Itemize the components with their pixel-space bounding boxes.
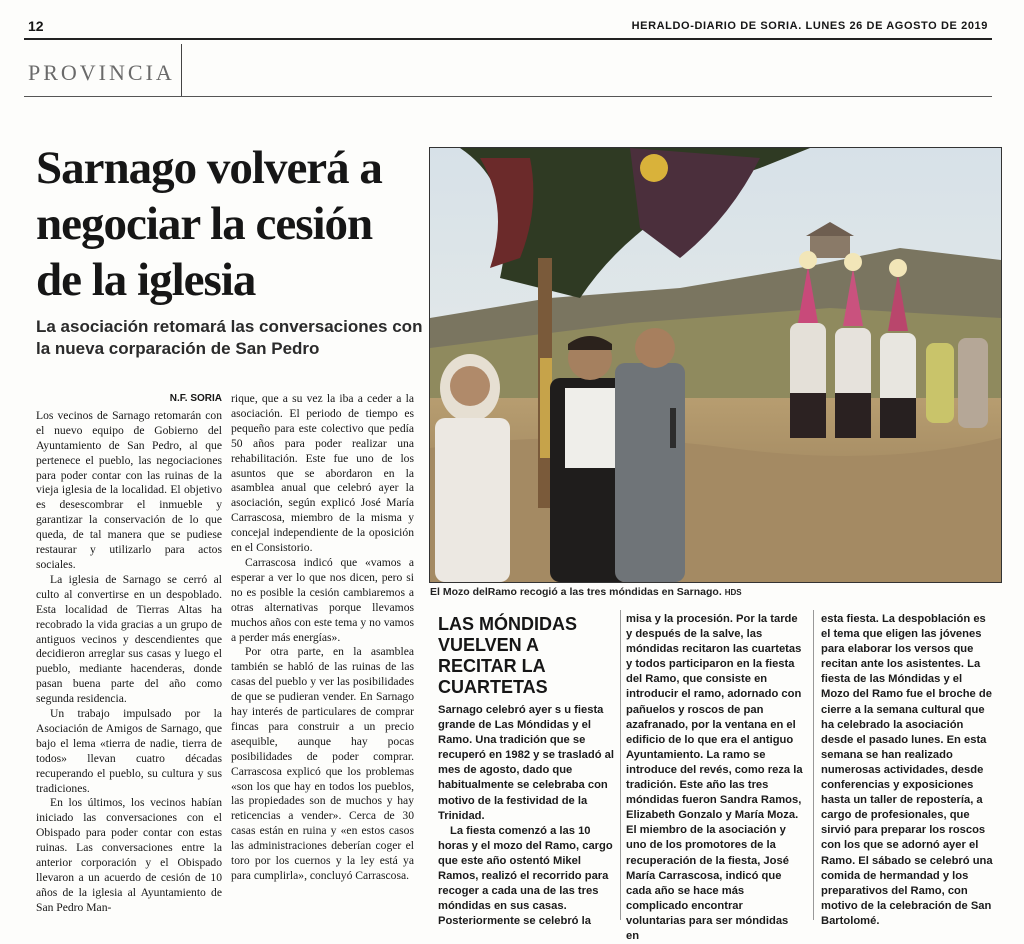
article-column-2 (231, 392, 414, 884)
byline: N.F. SORIA (169, 393, 222, 404)
paragraph: Carrascosa indicó que «vamos a esperar a ver lo que nos dicen, pero si no es posible la cesión cambiaremos a otras alternativas porque llevamos muchos años con este tema y no vamos a perder más energías». (231, 555, 414, 644)
paragraph: Por otra parte, en la asamblea también se habló de las ruinas de las casas del pueblo y ver las posibilidades de que se pudieran vender. En Sarnago hay interés de particulares de comprar fincas para construir a un precio asequible, aunque hay pocas posibilidades de poder comprar. Carrascosa explicó que los problemas «son los que hay en todos los pueblos, las propiedades son de muchos y hay reticencias a vender». Cerca de 30 casas están en ruina y «en estos casos las administraciones deberían coger el toro por los cuernos y la ley está ya para cumplirla», concluyó Carrascosa. (231, 645, 414, 882)
paragraph: La fiesta comenzó a las 10 horas y el mozo del Ramo, cargo que este año ostentó Mikel Ramos, realizó el recorrido para recoger a cada una de las tres móndidas en sus casas. Posteriormente se celebró la (438, 824, 613, 928)
photo-caption (430, 586, 1000, 598)
paragraph: Un trabajo impulsado por la Asociación de Amigos de Sarnago, que bajo el lema «tierra de nadie, tierra de todos» llevan cuatro décadas recuperando el pueblo, su cultura y sus tradiciones. (36, 707, 222, 795)
column-divider (620, 610, 621, 920)
headline: Sarnago volverá a negociar la cesión de la iglesia (36, 142, 382, 306)
sidebar-headline: LAS MÓNDIDAS VUELVEN A RECITAR LA CUARTETAS (438, 614, 577, 697)
section-label: PROVINCIA (28, 60, 175, 85)
paragraph: misa y la procesión. Por la tarde y después de la salve, las móndidas recitaron las cuartetas y todos participaron en la fiesta del Ramo, que consiste en introducir el ramo, adornado con pañuelos y roscos de pan azafranado, por la ventana en el edificio de lo que era el antiguo Ayuntamiento. La ramo se introduce del revés, como reza la tradición. Este año las tres móndidas fueron Sandra Ramos, Elizabeth Gonzalo y María Moza. El miembro de la asociación y uno de los promotores de la recuperación de la fiesta, José María Carrascosa, indicó que cada año se hace más complicado encontrar voluntarias para ser móndidas en (626, 613, 803, 942)
paragraph: rique, que a su vez la iba a ceder a la asociación. El periodo de tiempo es pequeño para este colectivo que pedía 50 años para poder realizar una rehabilitación. Este fue uno de los asuntos que se abordaron en la asamblea anual que celebró ayer la asociación, según explicó José María Carrascosa, miembro de la misma y concejal independiente de la oposición en el Consistorio. (231, 392, 414, 555)
paragraph: La iglesia de Sarnago se cerró al culto al convertirse en un despoblado. Esta localidad de Tierras Altas ha recobrado la vida gracias a un grupo de antiguos vecinos y descendientes que decidieron arreglar sus casas y luego el pueblo, mediante hacenderas, donde pasan buena parte del año como segunda residencia. (36, 572, 222, 706)
paragraph: Los vecinos de Sarnago retomarán con el nuevo equipo de Gobierno del Ayuntamiento de San Pedro, al que pertenece el pueblo, las negociaciones para poder contar con las ruinas de la vieja iglesia de la localidad. El objetivo es desescombrar el inmueble y garantizar la conservación de lo que queda, de tal manera que se pudiese restaurar y utilizarlo para actos sociales. (36, 408, 222, 571)
festival-photo (430, 148, 1001, 582)
news-photo (429, 147, 1002, 583)
page-number: 12 (28, 18, 44, 34)
sidebar-column-1 (438, 703, 614, 929)
caption-text: El Mozo delRamo recogió a las tres móndidas en Sarnago. (430, 586, 722, 598)
sidebar-column-2 (626, 612, 804, 944)
subhead: La asociación retomará las conversaciones con la nueva corparación de San Pedro (36, 317, 423, 358)
paragraph: En los últimos, los vecinos habían iniciado las conversaciones con el Obispado para poder contar con estas ruinas. Las conversaciones entre la anterior corporación y el Obispado llevaron a un acuerdo de cesión de 10 años de la iglesia al Ayuntamiento de San Pedro Man- (36, 796, 222, 914)
sidebar-column-3 (821, 612, 993, 929)
masthead: HERALDO-DIARIO DE SORIA. LUNES 26 DE AGOSTO DE 2019 (631, 20, 988, 32)
section-divider (181, 44, 182, 96)
column-divider (813, 610, 814, 920)
paragraph: Sarnago celebró ayer s u fiesta grande de Las Móndidas y el Ramo. Una tradición que se recuperó en 1982 y se trasladó al mes de agosto, dado que habitualmente se celebraba con motivo de la festividad de la Trinidad. (438, 704, 614, 822)
section-rule (24, 96, 992, 97)
paragraph: esta fiesta. La despoblación es el tema que eligen las jóvenes para elaborar los versos que recitan ante los asistentes. La fiesta de las Móndidas y el Mozo del Ramo fue el broche de cierre a la semana cultural que ha celebrado la asociación desde el pasado lunes. En esta semana se han realizado numerosas actividades, desde conferencias y exposiciones hasta un taller de repostería, a cargo de profesionales, que sirvió para preparar los roscos con los que se adornó ayer el Ramo. El sábado se celebró una comida de hermandad y los preparativos del Ramo, con motivo de la celebración de San Bartolomé. (821, 613, 993, 927)
photo-credit: HDS (724, 588, 742, 597)
top-rule (24, 38, 992, 40)
article-column-1 (36, 392, 222, 916)
